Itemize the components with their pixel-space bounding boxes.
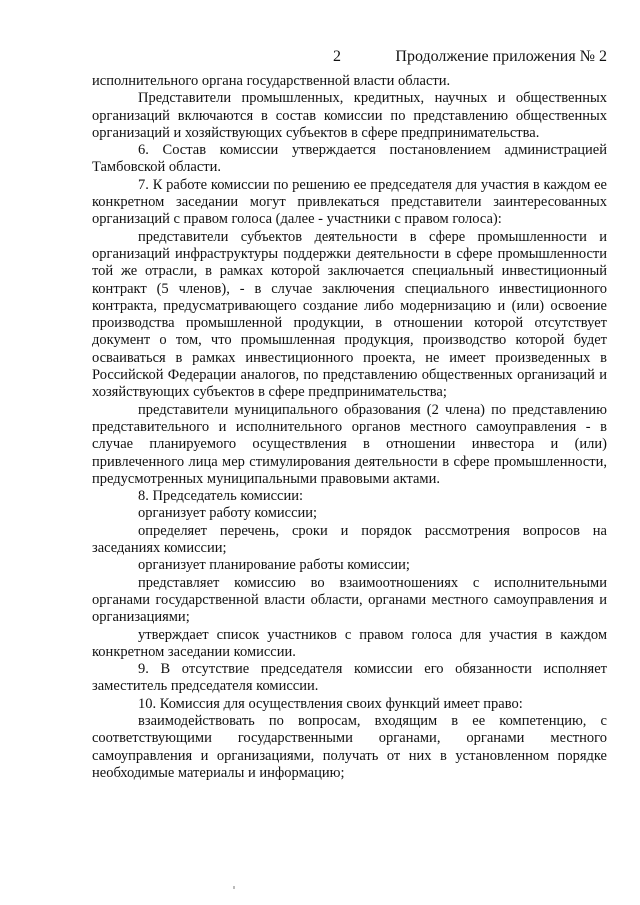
document-body (92, 73, 607, 782)
paragraph-approves-list: утверждает список участников с правом голоса для участия в каждом конкретном заседании комиссии. (92, 626, 607, 660)
paragraph-item-9: 9. В отсутствие председателя комиссии его обязанности исполняет заместитель председателя комиссии. (92, 661, 607, 695)
paragraph-organizes-work: организует работу комиссии; (138, 505, 318, 522)
paragraph-represents-commission: представляет комиссию во взаимоотношениях с исполнительными органами государственной власти области, органами местного самоуправления и организациями; (92, 574, 607, 626)
paragraph-item-7: 7. К работе комиссии по решению ее председателя для участия в каждом ее конкретном заседании могут привлекаться представители заинтересованных организаций с правом голоса (далее - участники с правом голоса): (92, 176, 607, 228)
scan-artifact (233, 886, 235, 889)
paragraph-continuation: исполнительного органа государственной власти области. (92, 73, 451, 89)
page-header (0, 48, 640, 68)
paragraph-industry-representatives: представители субъектов деятельности в сфере промышленности и организаций инфраструктуры поддержки деятельности в сфере промышленности той же отрасли, в рамках которой заключается специальный инвестиционный контракт (5 членов), - в случае заключения специального инвестиционного контракта, предусматривающего создание либо модернизацию и (или) освоение производства промышленной продукции, в отношении которой отсутствует документ о том, что промышленная продукция, производство которой будет осваиваться в рамках инвестиционного проекта, не имеет произведенных в Российской Федерации аналогов, по представлению общественных организаций и хозяйствующих субъектов в сфере предпринимательства; (92, 228, 607, 401)
paragraph-interact: взаимодействовать по вопросам, входящим в ее компетенцию, с соответствующими государственными органами, органами местного самоуправления и организациями, получать от них в установленном порядке необходимые материалы и информацию; (92, 712, 607, 781)
paragraph-defines-list: определяет перечень, сроки и порядок рассмотрения вопросов на заседаниях комиссии; (92, 522, 607, 557)
appendix-label: Продолжение приложения № 2 (395, 48, 607, 65)
paragraph-municipal-representatives: представители муниципального образования (2 члена) по представлению представительного и исполнительного органов местного самоуправления - в случае планируемого осуществления в отношении инвестора и (или) привлеченного лица мер стимулирования деятельности в сфере промышленности, предусмотренных муниципальными правовыми актами. (92, 401, 607, 487)
paragraph-organizes-planning: организует планирование работы комиссии; (138, 557, 410, 574)
paragraph-item-10: 10. Комиссия для осуществления своих функций имеет право: (138, 695, 523, 712)
paragraph-representatives: Представители промышленных, кредитных, научных и общественных организаций включаются в состав комиссии по представлению общественных организаций и хозяйствующих субъектов в сфере предпринимательства. (92, 90, 607, 141)
page-number: 2 (333, 48, 341, 65)
paragraph-item-8: 8. Председатель комиссии: (138, 488, 304, 505)
paragraph-item-6: 6. Состав комиссии утверждается постановлением администрацией Тамбовской области. (92, 142, 607, 176)
